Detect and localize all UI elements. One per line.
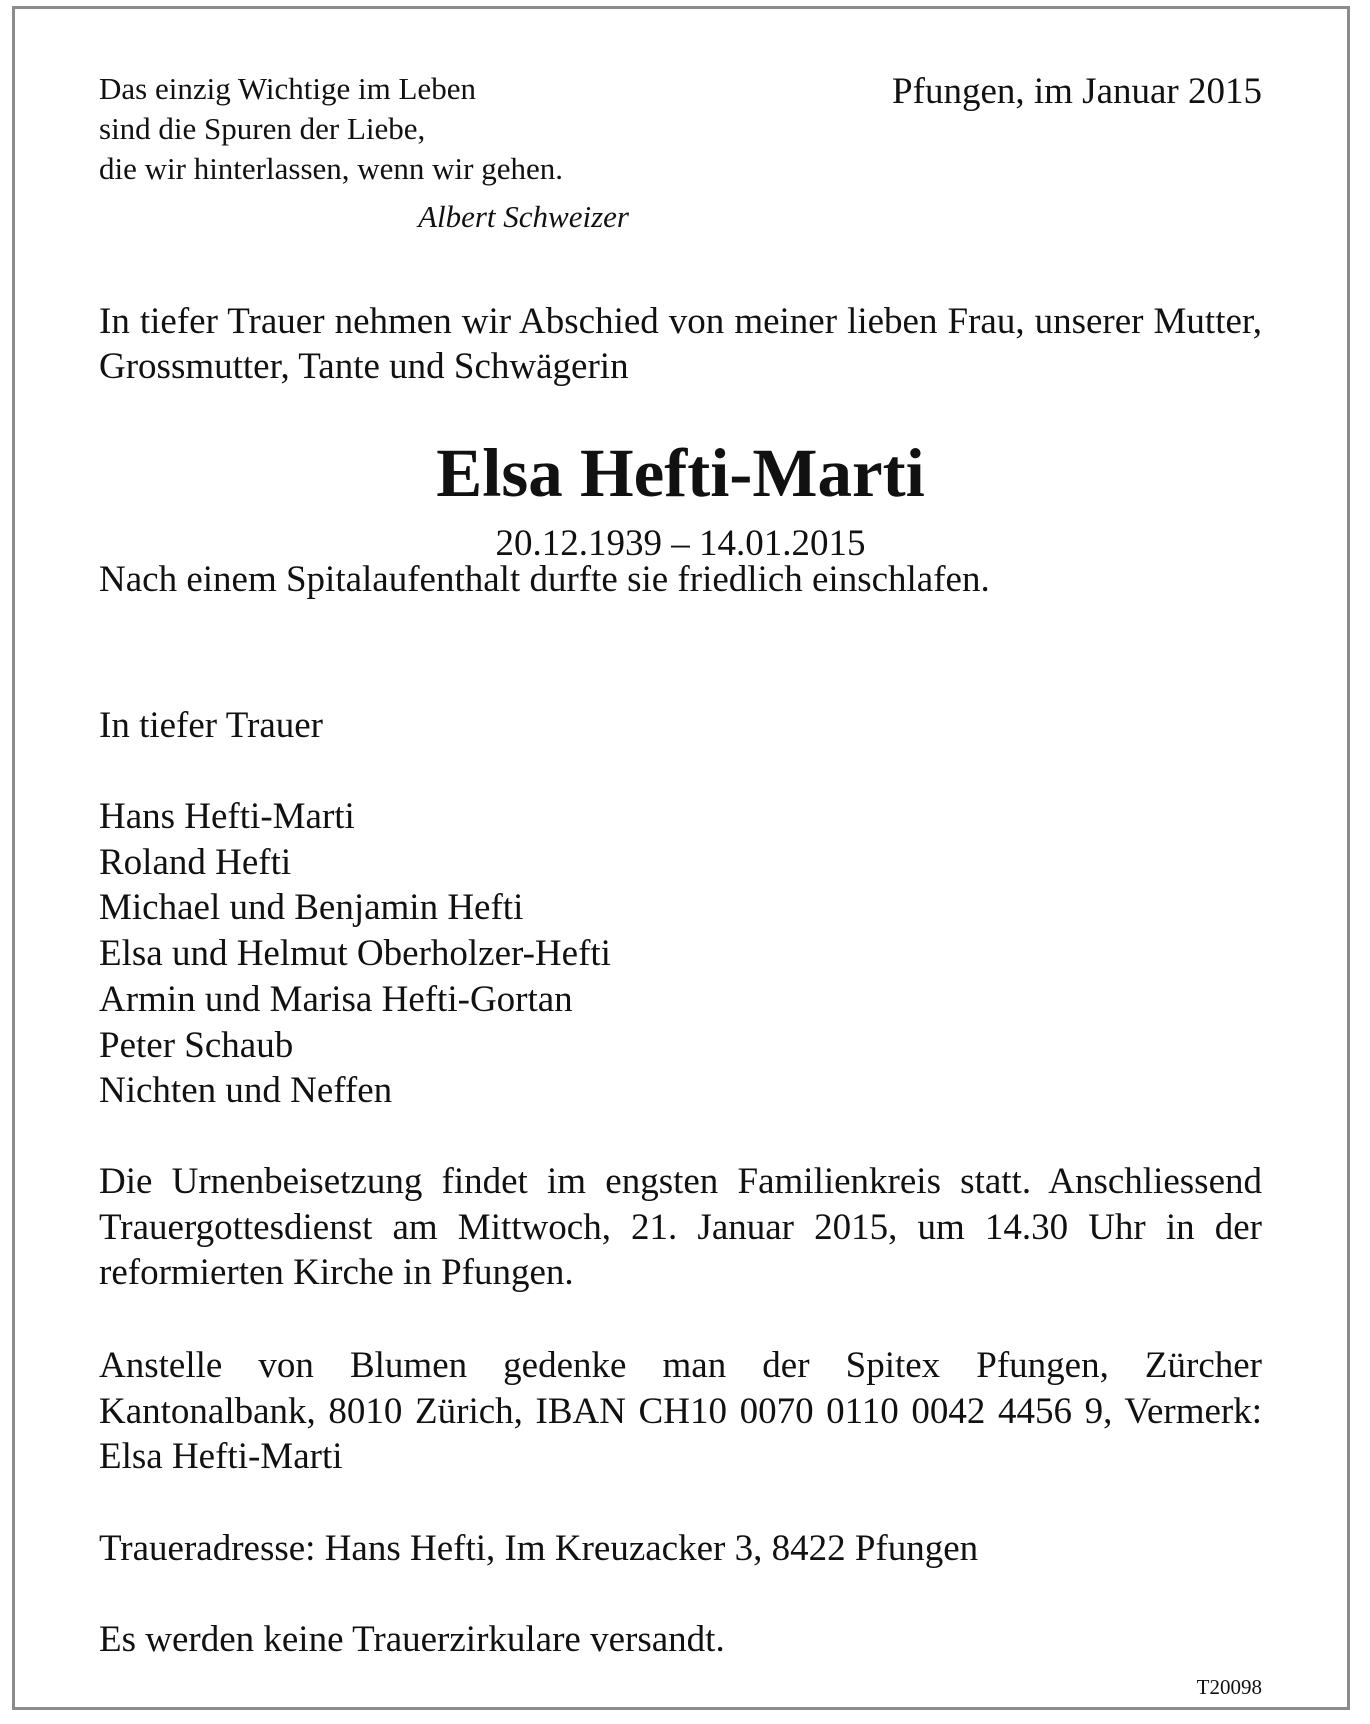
mourner-name: Armin und Marisa Hefti-Gortan — [99, 978, 573, 1020]
deceased-name: Elsa Hefti-Marti — [436, 435, 925, 511]
quote-line: Das einzig Wichtige im Leben — [99, 71, 476, 106]
reference-code: T20098 — [1196, 1675, 1262, 1699]
obituary-content — [99, 9, 1262, 1707]
intro-text: In tiefer Trauer nehmen wir Abschied von meiner lieben Frau, unserer Mutter, Grossmutter, Tante und Schwägerin — [99, 301, 1262, 387]
passing-note — [99, 557, 1262, 603]
service-info: Die Urnenbeisetzung findet im engsten Familienkreis statt. Anschliessend Trauergottesdienst am Mittwoch, 21. Januar 2015, um 14.30 Uhr in der reformierten Kirche in Pfungen. — [99, 1161, 1262, 1294]
life-dates: 20.12.1939 – 14.01.2015 — [495, 523, 866, 564]
mourner-name: Roland Hefti — [99, 841, 292, 883]
no-circulars-note: Es werden keine Trauerzirkulare versandt. — [99, 1619, 725, 1660]
mourning-heading: In tiefer Trauer — [99, 705, 323, 746]
mourner-name: Hans Hefti-Marti — [99, 796, 355, 837]
mourner-name: Elsa und Helmut Oberholzer-Hefti — [99, 933, 611, 975]
quote-line: sind die Spuren der Liebe, — [99, 111, 426, 146]
mourning-address: Traueradresse: Hans Hefti, Im Kreuzacker 3, 8422 Pfungen — [99, 1528, 979, 1569]
obituary-notice — [12, 6, 1350, 1710]
quote — [99, 69, 659, 189]
mourner-name: Nichten und Neffen — [99, 1070, 393, 1112]
mourner-name: Michael und Benjamin Hefti — [99, 887, 524, 929]
passing-note-text: Nach einem Spitalaufenthalt durfte sie friedlich einschlafen. — [99, 559, 990, 600]
quote-author: Albert Schweizer — [418, 199, 629, 234]
place-date: Pfungen, im Januar 2015 — [892, 71, 1262, 112]
donation-info: Anstelle von Blumen gedenke man der Spitex Pfungen, Zürcher Kantonalbank, 8010 Zürich, IBAN CH10 0070 0110 0042 4456 9, Vermerk: Elsa Hefti-Marti — [99, 1345, 1262, 1478]
mourner-name: Peter Schaub — [99, 1024, 294, 1066]
quote-line: die wir hinterlassen, wenn wir gehen. — [99, 151, 564, 186]
mourners-list — [99, 794, 1262, 1114]
